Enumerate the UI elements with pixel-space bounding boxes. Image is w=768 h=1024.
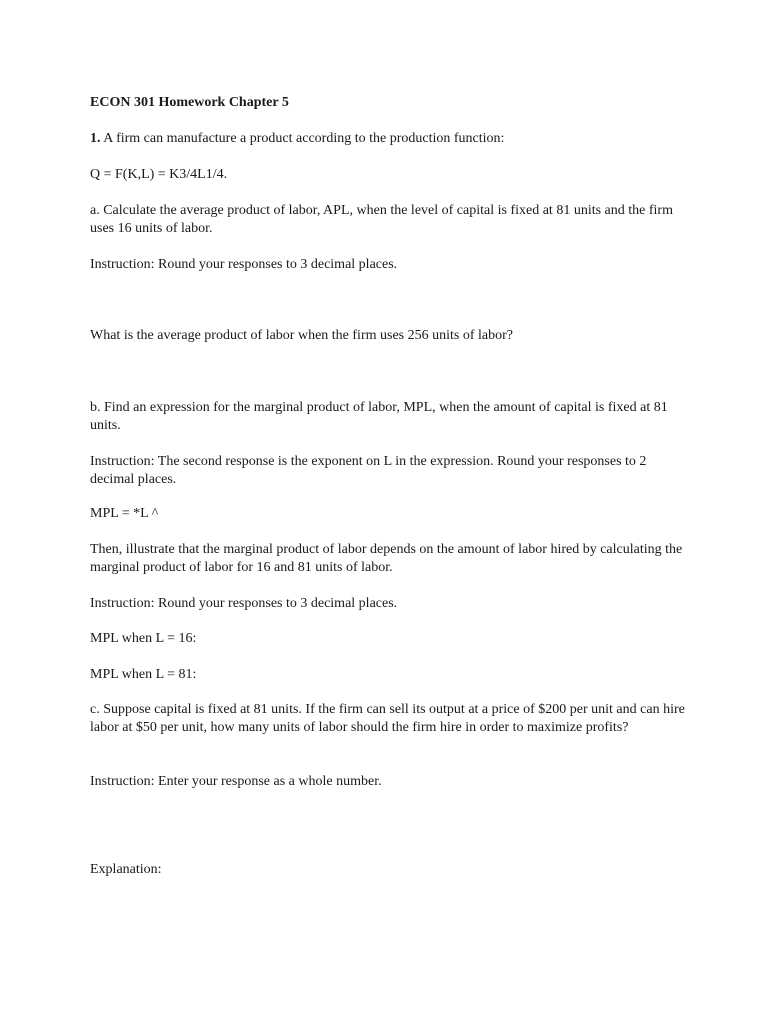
- part-b-illustrate: Then, illustrate that the marginal product of labor depends on the amount of labor hired by calculating the marginal product of labor for 16 and 81 units of labor.: [90, 542, 683, 575]
- part-c-question: c. Suppose capital is fixed at 81 units. If the firm can sell its output at a price of $200 per unit and can hire labor at $50 per unit, how many units of labor should the firm hire in order to maximize profits?: [90, 702, 685, 735]
- question-intro: [90, 130, 690, 148]
- part-b-question: b. Find an expression for the marginal product of labor, MPL, when the amount of capital is fixed at 81 units.: [90, 400, 668, 433]
- production-function: Q = F(K,L) = K3/4L1/4.: [90, 167, 228, 182]
- mpl-expression: MPL = *L ^: [90, 506, 159, 521]
- question-number: 1.: [90, 131, 101, 146]
- part-a-instruction: Instruction: Round your responses to 3 decimal places.: [90, 257, 398, 272]
- part-a-second-question: What is the average product of labor when the firm uses 256 units of labor?: [90, 328, 513, 343]
- part-b-second-instruction: Instruction: Round your responses to 3 decimal places.: [90, 596, 398, 611]
- mpl-when-l-81: MPL when L = 81:: [90, 667, 197, 682]
- mpl-when-l-16: MPL when L = 16:: [90, 631, 197, 646]
- part-a-question: a. Calculate the average product of labor, APL, when the level of capital is fixed at 81 units and the firm uses 16 units of labor.: [90, 203, 673, 236]
- question-intro-text: A firm can manufacture a product according to the production function:: [100, 131, 505, 146]
- page-title: ECON 301 Homework Chapter 5: [90, 95, 289, 110]
- part-b-instruction: Instruction: The second response is the exponent on L in the expression. Round your responses to 2 decimal places.: [90, 454, 647, 487]
- part-c-instruction: Instruction: Enter your response as a whole number.: [90, 774, 382, 789]
- explanation-label: Explanation:: [90, 862, 162, 877]
